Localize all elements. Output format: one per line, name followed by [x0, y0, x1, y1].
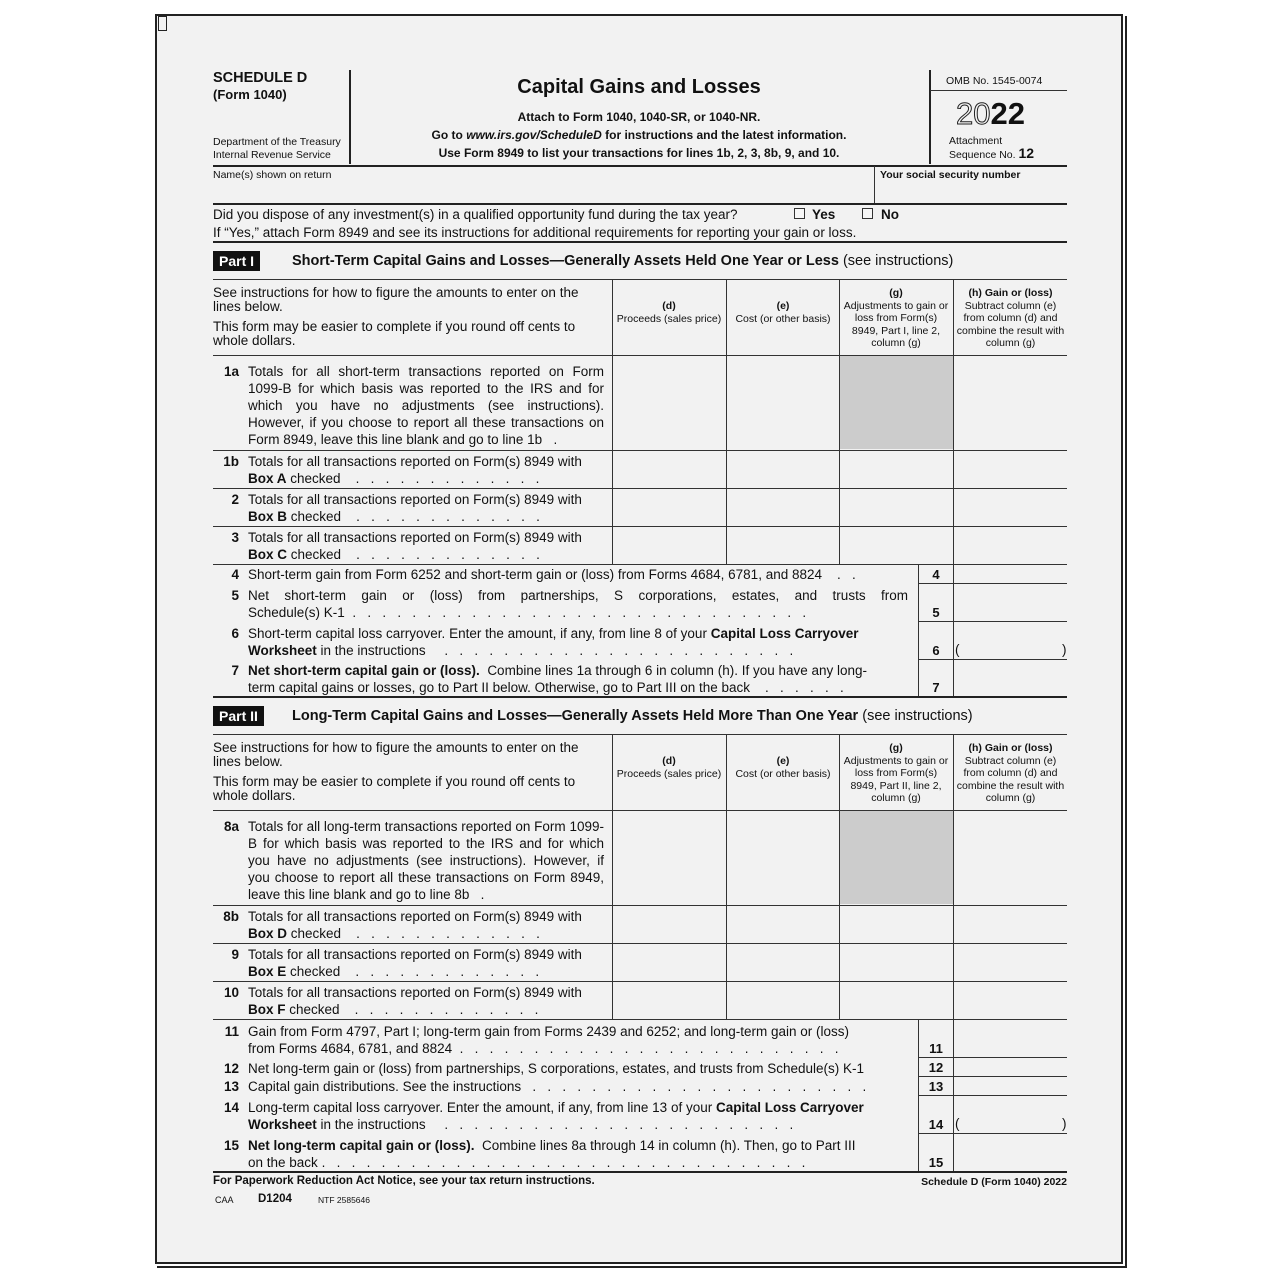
name-label: Name(s) shown on return	[213, 169, 332, 181]
line-8a-proceeds-input[interactable]	[613, 811, 725, 904]
line-11-text2-wrap	[248, 1040, 838, 1057]
sequence-number: 12	[1018, 145, 1035, 161]
line-9-proceeds-input[interactable]	[613, 944, 725, 981]
qof-yes-label: Yes	[812, 207, 836, 222]
line-10-box: Box F	[248, 1002, 286, 1017]
line-9-adjustments-input[interactable]	[840, 944, 952, 981]
line-7-text1	[248, 662, 867, 679]
line-1a-description	[248, 363, 604, 448]
part2-top-rule	[213, 734, 1067, 735]
line-14-number: 14	[223, 1100, 239, 1115]
part1-col-d-header	[613, 300, 725, 325]
qof-no-checkbox[interactable]	[862, 208, 873, 219]
line-10-cost-input[interactable]	[727, 982, 838, 1019]
line-7-bold: Net short-term capital gain or (loss).	[248, 663, 480, 678]
line-9-box: Box E	[248, 964, 287, 979]
attach-instruction: Attach to Form 1040, 1040-SR, or 1040-NR.	[517, 110, 761, 124]
line-15-box-number: 15	[928, 1155, 944, 1170]
leader-dots: .	[553, 432, 558, 447]
goto-suffix: for instructions and the latest information.	[601, 128, 847, 142]
line-15-text1	[248, 1137, 856, 1154]
qof-question: Did you dispose of any investment(s) in a qualified opportunity fund during the tax year?	[213, 207, 738, 222]
part2-intro2: This form may be easier to complete if you round off cents to whole dollars.	[213, 774, 576, 803]
col-g-letter: (g)	[889, 287, 903, 299]
footer-form-id: Schedule D (Form 1040) 2022	[921, 1176, 1067, 1188]
line-4-text: Short-term gain from Form 6252 and short-term gain or (loss) from Forms 4684, 6781, and 8824	[248, 567, 823, 582]
col-d-letter: (d)	[662, 300, 676, 312]
line-5-input[interactable]	[954, 584, 1066, 621]
line-8b-number: 8b	[223, 909, 239, 924]
line-8a-cost-input[interactable]	[727, 811, 838, 904]
leader-dots: . . . . . . . . . . . . . . . . . . . . . . . . . . . . . . . . .	[321, 1155, 806, 1170]
line-7-text2-wrap	[248, 679, 844, 696]
line-3-text: Totals for all transactions reported on Form(s) 8949 with	[248, 530, 582, 545]
line-9-cost-input[interactable]	[727, 944, 838, 981]
line-9-text: Totals for all transactions reported on Form(s) 8949 with	[248, 947, 582, 962]
leader-dots: .	[480, 887, 485, 902]
line-2-gain-input[interactable]	[954, 489, 1066, 526]
line-2-checked: checked	[290, 509, 342, 524]
line-5-text1: Net short-term gain or (loss) from partnerships, S corporations, estates, and trusts from	[248, 588, 908, 603]
part1-bottom-rule	[213, 696, 1067, 698]
line-1b-checked: checked	[290, 471, 341, 486]
qof-yes-checkbox[interactable]	[794, 208, 805, 219]
sequence-label	[949, 145, 1034, 161]
line-15-number: 15	[223, 1138, 239, 1153]
line-10-description	[248, 984, 604, 1018]
line-14-worksheet: Worksheet	[248, 1117, 317, 1132]
line-6-text1	[248, 625, 859, 642]
ssn-field[interactable]	[880, 182, 1066, 202]
col-d-text: Proceeds (sales price)	[616, 767, 722, 780]
line-14-paren-open: (	[955, 1116, 960, 1131]
line-3-adjustments-input[interactable]	[840, 527, 952, 564]
line-12-input[interactable]	[954, 1058, 1066, 1076]
leader-dots: . . . . . . . . . . . . .	[354, 1002, 539, 1017]
col-g-letter: (g)	[889, 742, 903, 754]
line-14-instructions: in the instructions	[320, 1117, 426, 1132]
line-3-proceeds-input[interactable]	[613, 527, 725, 564]
line-3-number: 3	[231, 530, 239, 545]
line-5-text2: Schedule(s) K-1	[248, 605, 345, 620]
col-h-letter: (h) Gain or (loss)	[968, 287, 1053, 299]
irs: Internal Revenue Service	[213, 149, 331, 161]
col-g-text: Adjustments to gain or loss from Form(s) 8949, Part II, line 2, column (g)	[843, 754, 949, 804]
year-bold: 22	[990, 96, 1025, 131]
part2-title-text: Long-Term Capital Gains and Losses—Generally Assets Held More Than One Year	[292, 708, 859, 724]
line-8b-proceeds-input[interactable]	[613, 906, 725, 943]
line-8b-text: Totals for all transactions reported on Form(s) 8949 with	[248, 909, 582, 924]
line-4-box-number: 4	[932, 567, 940, 582]
line-11-text2: from Forms 4684, 6781, and 8824	[248, 1041, 453, 1056]
part1-intro2: This form may be easier to complete if you round off cents to whole dollars.	[213, 319, 576, 348]
line-2-proceeds-input[interactable]	[613, 489, 725, 526]
corner-mark-icon	[158, 16, 167, 31]
line-13-input[interactable]	[954, 1077, 1066, 1095]
part1-col-g-header	[841, 287, 951, 350]
leader-dots: . . . . . . . . . . . . .	[355, 964, 540, 979]
sequence-text: Sequence No.	[949, 149, 1016, 161]
line-2-description	[248, 491, 604, 525]
line-5-number: 5	[231, 588, 239, 603]
line-2-number: 2	[231, 492, 239, 507]
line-10-adjustments-input[interactable]	[840, 982, 952, 1019]
line-9-description	[248, 946, 604, 980]
line-4-input[interactable]	[954, 565, 1066, 583]
line-6-bold: Capital Loss Carryover	[710, 626, 859, 641]
part2-8a-g-shaded	[840, 811, 953, 904]
line-3-checked: checked	[290, 547, 342, 562]
line-7-text2: term capital gains or losses, go to Part II below. Otherwise, go to Part III on the back	[248, 680, 750, 695]
line-14-text1	[248, 1099, 864, 1116]
year-outline: 20	[956, 96, 991, 131]
line-1b-text: Totals for all transactions reported on Form(s) 8949 with	[248, 454, 582, 469]
ssn-divider	[874, 166, 875, 203]
line-6-instructions: in the instructions	[320, 643, 426, 658]
col-d-text: Proceeds (sales price)	[616, 312, 722, 325]
part1-title-text: Short-Term Capital Gains and Losses—Generally Assets Held One Year or Less	[292, 253, 839, 269]
leader-dots: . . . . . . . . . . . . .	[356, 547, 540, 562]
line-8b-checked: checked	[290, 926, 342, 941]
part2-col-e-header	[727, 755, 839, 780]
part1-boxnum-vline	[918, 565, 919, 696]
part1-title	[292, 253, 953, 270]
line-4-description	[248, 566, 856, 583]
col-h-letter: (h) Gain or (loss)	[968, 742, 1053, 754]
line-2-box: Box B	[248, 509, 288, 524]
line-5-box-number: 5	[932, 605, 940, 620]
line-12-box-number: 12	[928, 1060, 944, 1075]
line-3-box: Box C	[248, 547, 288, 562]
line-6-paren-close: )	[1062, 642, 1067, 657]
part2-bottom-rule	[213, 1171, 1067, 1173]
line-9-number: 9	[231, 947, 239, 962]
line-8a-number: 8a	[223, 819, 239, 834]
row-rule	[213, 564, 1067, 565]
line-3-gain-input[interactable]	[954, 527, 1066, 564]
line-12-number: 12	[223, 1061, 239, 1076]
line-1a-proceeds-input[interactable]	[613, 356, 725, 449]
col-d-letter: (d)	[662, 755, 676, 767]
line-6-input[interactable]	[962, 622, 1058, 659]
header-divider-right	[929, 70, 931, 164]
part1-label: Part I	[213, 251, 260, 271]
line-10-proceeds-input[interactable]	[613, 982, 725, 1019]
line-11-input[interactable]	[954, 1020, 1066, 1057]
goto-prefix: Go to	[431, 128, 467, 142]
line-10-number: 10	[223, 985, 239, 1000]
line-14-text: Long-term capital loss carryover. Enter the amount, if any, from line 13 of your	[248, 1100, 713, 1115]
line-7-text: Combine lines 1a through 6 in column (h). If you have any long-	[487, 663, 868, 678]
line-14-text2	[248, 1116, 793, 1133]
line-3-cost-input[interactable]	[727, 527, 838, 564]
department: Department of the Treasury	[213, 136, 341, 148]
line-8b-adjustments-input[interactable]	[840, 906, 952, 943]
line-13-text: Capital gain distributions. See the instructions	[248, 1079, 522, 1094]
qof-no-label: No	[881, 207, 899, 222]
line-6-paren-open: (	[955, 642, 960, 657]
part2-col-g-header	[841, 742, 951, 805]
use-form-instruction: Use Form 8949 to list your transactions for lines 1b, 2, 3, 8b, 9, and 10.	[438, 146, 840, 160]
sheet-border-right	[1125, 16, 1127, 1268]
qof-note: If “Yes,” attach Form 8949 and see its instructions for additional requirements for reporting your gain or loss.	[213, 225, 857, 240]
footer-code: D1204	[258, 1193, 292, 1205]
line-1b-gain-input[interactable]	[954, 451, 1066, 488]
line-11-number: 11	[224, 1024, 239, 1039]
line-3-description	[248, 529, 604, 563]
line-7-box-number: 7	[932, 680, 940, 695]
line-1b-adjustments-input[interactable]	[840, 451, 952, 488]
line-1b-number: 1b	[223, 454, 239, 469]
line-14-input[interactable]	[962, 1096, 1058, 1133]
form-number: (Form 1040)	[213, 87, 287, 102]
line-8a-text: Totals for all long-term transactions reported on Form 1099-B for which basis was reported to the IRS and for which you have no adjustments (see instructions). However, if you choose to report all these transactions on Form 8949, leave this line blank and go to line 8b	[248, 819, 604, 902]
line-11-text1: Gain from Form 4797, Part I; long-term gain from Forms 2439 and 6252; and long-term gain or (loss)	[248, 1024, 850, 1039]
footer-caa: CAA	[215, 1195, 234, 1205]
schedule-name: SCHEDULE D	[213, 70, 308, 86]
line-15-text: Combine lines 8a through 14 in column (h). Then, go to Part III	[482, 1138, 856, 1153]
col-e-letter: (e)	[776, 300, 790, 312]
line-2-text: Totals for all transactions reported on Form(s) 8949 with	[248, 492, 582, 507]
line-10-text: Totals for all transactions reported on Form(s) 8949 with	[248, 985, 582, 1000]
leader-dots: . . . . . .	[765, 680, 844, 695]
line-14-paren-close: )	[1062, 1116, 1067, 1131]
row-rule	[213, 1019, 1067, 1020]
col-h-text: Subtract column (e) from column (d) and combine the result with column (g)	[956, 754, 1065, 804]
line-1a-gain-input[interactable]	[954, 356, 1066, 449]
line-12-text: Net long-term gain or (loss) from partnerships, S corporations, estates, and trusts from Schedule(s) K-1	[248, 1061, 864, 1076]
line-15-input[interactable]	[954, 1134, 1066, 1171]
leader-dots: . . . . . . . . . . . . .	[356, 926, 540, 941]
line-6-number: 6	[231, 626, 239, 641]
part2-intro1: See instructions for how to figure the amounts to enter on the lines below.	[213, 740, 579, 769]
col-e-text: Cost (or other basis)	[735, 767, 831, 780]
line-2-cost-input[interactable]	[727, 489, 838, 526]
line-1b-proceeds-input[interactable]	[613, 451, 725, 488]
line-6-text2	[248, 642, 793, 659]
leader-dots: . . . . . . . . . . . . .	[355, 471, 540, 486]
line-6-box-number: 6	[932, 643, 940, 658]
line-15-text2-wrap	[248, 1154, 805, 1171]
part2-col-d-header	[613, 755, 725, 780]
line-7-input[interactable]	[954, 660, 1066, 696]
line-13-text-wrap	[248, 1078, 866, 1095]
leader-dots: . . . . . . . . . . . . . . . . . . . . . . .	[532, 1079, 867, 1094]
leader-dots: . . . . . . . . . . . . . . . . . . . . . . . . . . . . . . .	[352, 605, 807, 620]
line-8b-box: Box D	[248, 926, 288, 941]
form-title: Capital Gains and Losses	[517, 76, 761, 98]
line-8a-description	[248, 818, 604, 903]
line-8a-gain-input[interactable]	[954, 811, 1066, 904]
line-13-number: 13	[223, 1079, 239, 1094]
line-1a-number: 1a	[223, 364, 239, 379]
line-8b-cost-input[interactable]	[727, 906, 838, 943]
part2-title	[292, 708, 973, 725]
part2-see-instructions: (see instructions)	[862, 708, 973, 724]
line-14-box-number: 14	[928, 1117, 944, 1132]
line-6-text: Short-term capital loss carryover. Enter the amount, if any, from line 8 of your	[248, 626, 707, 641]
leader-dots: . . . . . . . . . . . . .	[356, 509, 540, 524]
part1-col-e-header	[727, 300, 839, 325]
line-1a-text: Totals for all short-term transactions reported on Form 1099-B for which basis was reported to the IRS and for which you have no adjustments (see instructions). However, if you choose to report all these transactions on Form 8949, leave this line blank and go to line 1b	[248, 364, 604, 447]
attachment-label: Attachment	[949, 135, 1003, 147]
omb-number: OMB No. 1545-0074	[946, 75, 1043, 87]
line-1b-box: Box A	[248, 471, 287, 486]
col-g-text: Adjustments to gain or loss from Form(s) 8949, Part I, line 2, column (g)	[843, 299, 949, 349]
line-11-box-number: 11	[929, 1041, 943, 1056]
tax-year	[956, 96, 1025, 132]
line-9-checked: checked	[290, 964, 341, 979]
line-15-bold: Net long-term capital gain or (loss).	[248, 1138, 475, 1153]
line-7-number: 7	[231, 663, 239, 678]
line-4-number: 4	[231, 567, 239, 582]
leader-dots: . . . . . . . . . . . . . . . . . . . . . . . . . .	[459, 1041, 839, 1056]
part1-col-h-header	[955, 287, 1066, 350]
irs-link[interactable]: www.irs.gov/ScheduleD	[466, 128, 602, 142]
part2-label: Part II	[213, 706, 264, 726]
line-14-bold: Capital Loss Carryover	[715, 1100, 864, 1115]
ssn-label: Your social security number	[880, 169, 1021, 181]
paperwork-notice: For Paperwork Reduction Act Notice, see your tax return instructions.	[213, 1175, 595, 1187]
qof-bottom-rule	[213, 241, 1067, 243]
line-8b-gain-input[interactable]	[954, 906, 1066, 943]
line-10-gain-input[interactable]	[954, 982, 1066, 1019]
footer-ntf: NTF 2585646	[318, 1195, 370, 1205]
name-field[interactable]	[213, 182, 873, 202]
part1-top-rule	[213, 279, 1067, 280]
leader-dots: . . . . . . . . . . . . . . . . . . . . . . . .	[444, 643, 794, 658]
line-13-box-number: 13	[928, 1079, 944, 1094]
part1-see-instructions: (see instructions)	[842, 253, 954, 269]
line-6-worksheet: Worksheet	[248, 643, 317, 658]
col-e-letter: (e)	[776, 755, 790, 767]
header-bottom-rule	[213, 165, 1067, 167]
col-h-text: Subtract column (e) from column (d) and combine the result with column (g)	[956, 299, 1065, 349]
line-8b-description	[248, 908, 604, 942]
line-2-adjustments-input[interactable]	[840, 489, 952, 526]
line-1b-cost-input[interactable]	[727, 451, 838, 488]
identity-bottom-rule	[213, 203, 1067, 205]
line-10-checked: checked	[289, 1002, 340, 1017]
line-1a-cost-input[interactable]	[727, 356, 838, 449]
sheet-border-bottom	[157, 1266, 1127, 1268]
line-5-text2-wrap	[248, 604, 806, 621]
part2-col-h-header	[955, 742, 1066, 805]
omb-divider	[930, 90, 1067, 91]
col-e-text: Cost (or other basis)	[735, 312, 831, 325]
goto-instruction	[350, 129, 928, 143]
line-1b-description	[248, 453, 604, 487]
part1-1a-g-shaded	[840, 356, 953, 449]
line-15-text2: on the back	[248, 1155, 318, 1170]
leader-dots: . .	[837, 567, 856, 582]
leader-dots: . . . . . . . . . . . . . . . . . . . . . . . .	[444, 1117, 794, 1132]
line-9-gain-input[interactable]	[954, 944, 1066, 981]
part1-intro1: See instructions for how to figure the amounts to enter on the lines below.	[213, 285, 579, 314]
